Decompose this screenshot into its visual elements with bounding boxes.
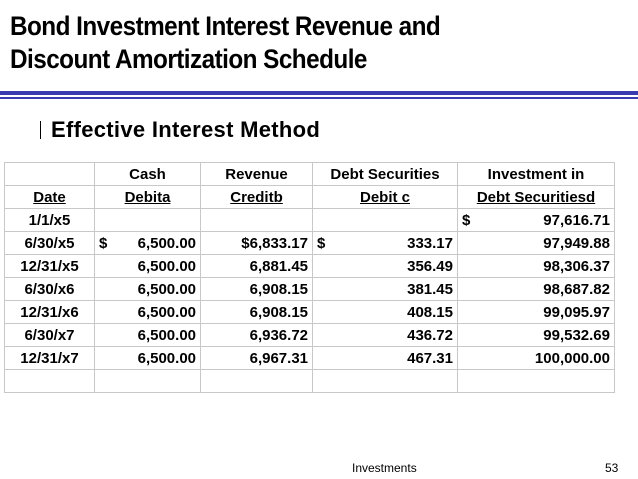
investment-value: 97,616.71 bbox=[543, 211, 610, 229]
header-cell: Investment in bbox=[458, 163, 615, 186]
date-cell: 1/1/x5 bbox=[5, 209, 95, 232]
header-label: Debita bbox=[124, 188, 171, 206]
debt-securities-cell bbox=[313, 347, 458, 370]
revenue-cell: 6,908.15 bbox=[201, 278, 313, 301]
cash-value: 6,500.00 bbox=[137, 303, 196, 321]
page-number: 53 bbox=[605, 461, 619, 475]
investment-cell bbox=[458, 209, 615, 232]
cash-cell bbox=[95, 255, 201, 278]
cash-value: 6,500.00 bbox=[137, 257, 196, 275]
subtitle: Effective Interest Method bbox=[51, 117, 321, 142]
currency-symbol: $ bbox=[462, 211, 471, 229]
debt-securities-cell bbox=[313, 324, 458, 347]
investment-cell bbox=[458, 278, 615, 301]
investment-cell bbox=[458, 232, 615, 255]
investment-cell bbox=[458, 347, 615, 370]
header-cell bbox=[313, 186, 458, 209]
currency-symbol: $ bbox=[99, 234, 108, 252]
cash-cell bbox=[95, 278, 201, 301]
cash-cell bbox=[95, 301, 201, 324]
cash-value: 6,500.00 bbox=[137, 326, 196, 344]
table-header-row bbox=[5, 163, 615, 186]
table-row bbox=[5, 255, 615, 278]
header-cell bbox=[201, 186, 313, 209]
table-row bbox=[5, 301, 615, 324]
table-row bbox=[5, 278, 615, 301]
table-row bbox=[5, 209, 615, 232]
amortization-schedule-table bbox=[4, 162, 615, 393]
cash-value: 6,500.00 bbox=[137, 234, 196, 252]
debt-value: 333.17 bbox=[407, 234, 453, 252]
investment-value: 99,095.97 bbox=[543, 303, 610, 321]
debt-value: 356.49 bbox=[407, 257, 453, 275]
debt-securities-cell bbox=[313, 301, 458, 324]
footer-label: Investments bbox=[352, 461, 417, 475]
slide-title bbox=[10, 10, 550, 76]
revenue-cell: $6,833.17 bbox=[201, 232, 313, 255]
revenue-cell bbox=[201, 209, 313, 232]
cash-cell bbox=[95, 232, 201, 255]
header-label: Date bbox=[33, 188, 66, 206]
title-divider-thick bbox=[0, 91, 638, 95]
investment-cell bbox=[458, 370, 615, 393]
cash-value: 6,500.00 bbox=[137, 349, 196, 367]
revenue-cell bbox=[201, 370, 313, 393]
date-cell: 12/31/x7 bbox=[5, 347, 95, 370]
header-cell bbox=[95, 186, 201, 209]
table-header-row bbox=[5, 186, 615, 209]
cash-value: 6,500.00 bbox=[137, 280, 196, 298]
investment-cell bbox=[458, 301, 615, 324]
investment-value: 98,687.82 bbox=[543, 280, 610, 298]
date-cell: 6/30/x6 bbox=[5, 278, 95, 301]
debt-securities-cell bbox=[313, 255, 458, 278]
header-label: Debit c bbox=[359, 188, 410, 206]
header-cell bbox=[5, 186, 95, 209]
slide-title-line-1: Bond Investment Interest Revenue and bbox=[10, 11, 441, 41]
debt-securities-cell bbox=[313, 370, 458, 393]
header-cell: Cash bbox=[95, 163, 201, 186]
debt-value: 436.72 bbox=[407, 326, 453, 344]
date-cell: 12/31/x6 bbox=[5, 301, 95, 324]
investment-value: 97,949.88 bbox=[543, 234, 610, 252]
date-cell: 12/31/x5 bbox=[5, 255, 95, 278]
debt-value: 408.15 bbox=[407, 303, 453, 321]
date-cell bbox=[5, 370, 95, 393]
table-row bbox=[5, 232, 615, 255]
title-divider-thin bbox=[0, 97, 638, 99]
revenue-cell: 6,967.31 bbox=[201, 347, 313, 370]
bullet-icon bbox=[40, 121, 51, 139]
revenue-cell: 6,936.72 bbox=[201, 324, 313, 347]
cash-cell bbox=[95, 324, 201, 347]
investment-value: 98,306.37 bbox=[543, 257, 610, 275]
date-cell: 6/30/x5 bbox=[5, 232, 95, 255]
header-cell: Debt Securities bbox=[313, 163, 458, 186]
slide-title-line-2: Discount Amortization Schedule bbox=[10, 44, 367, 74]
debt-value: 467.31 bbox=[407, 349, 453, 367]
revenue-cell: 6,881.45 bbox=[201, 255, 313, 278]
header-label: Creditb bbox=[230, 188, 283, 206]
schedule-body bbox=[5, 209, 615, 393]
debt-securities-cell bbox=[313, 209, 458, 232]
cash-cell bbox=[95, 209, 201, 232]
currency-symbol: $ bbox=[317, 234, 326, 252]
investment-cell bbox=[458, 324, 615, 347]
cash-cell bbox=[95, 370, 201, 393]
date-cell: 6/30/x7 bbox=[5, 324, 95, 347]
header-label: Debt Securitiesd bbox=[476, 188, 596, 206]
header-cell: Revenue bbox=[201, 163, 313, 186]
investment-value: 99,532.69 bbox=[543, 326, 610, 344]
revenue-cell: 6,908.15 bbox=[201, 301, 313, 324]
cash-cell bbox=[95, 347, 201, 370]
investment-cell bbox=[458, 255, 615, 278]
table-row bbox=[5, 324, 615, 347]
debt-securities-cell bbox=[313, 232, 458, 255]
investment-value: 100,000.00 bbox=[534, 349, 610, 367]
table-row bbox=[5, 370, 615, 393]
table-row bbox=[5, 347, 615, 370]
debt-securities-cell bbox=[313, 278, 458, 301]
debt-value: 381.45 bbox=[407, 280, 453, 298]
header-cell bbox=[458, 186, 615, 209]
header-cell bbox=[5, 163, 95, 186]
